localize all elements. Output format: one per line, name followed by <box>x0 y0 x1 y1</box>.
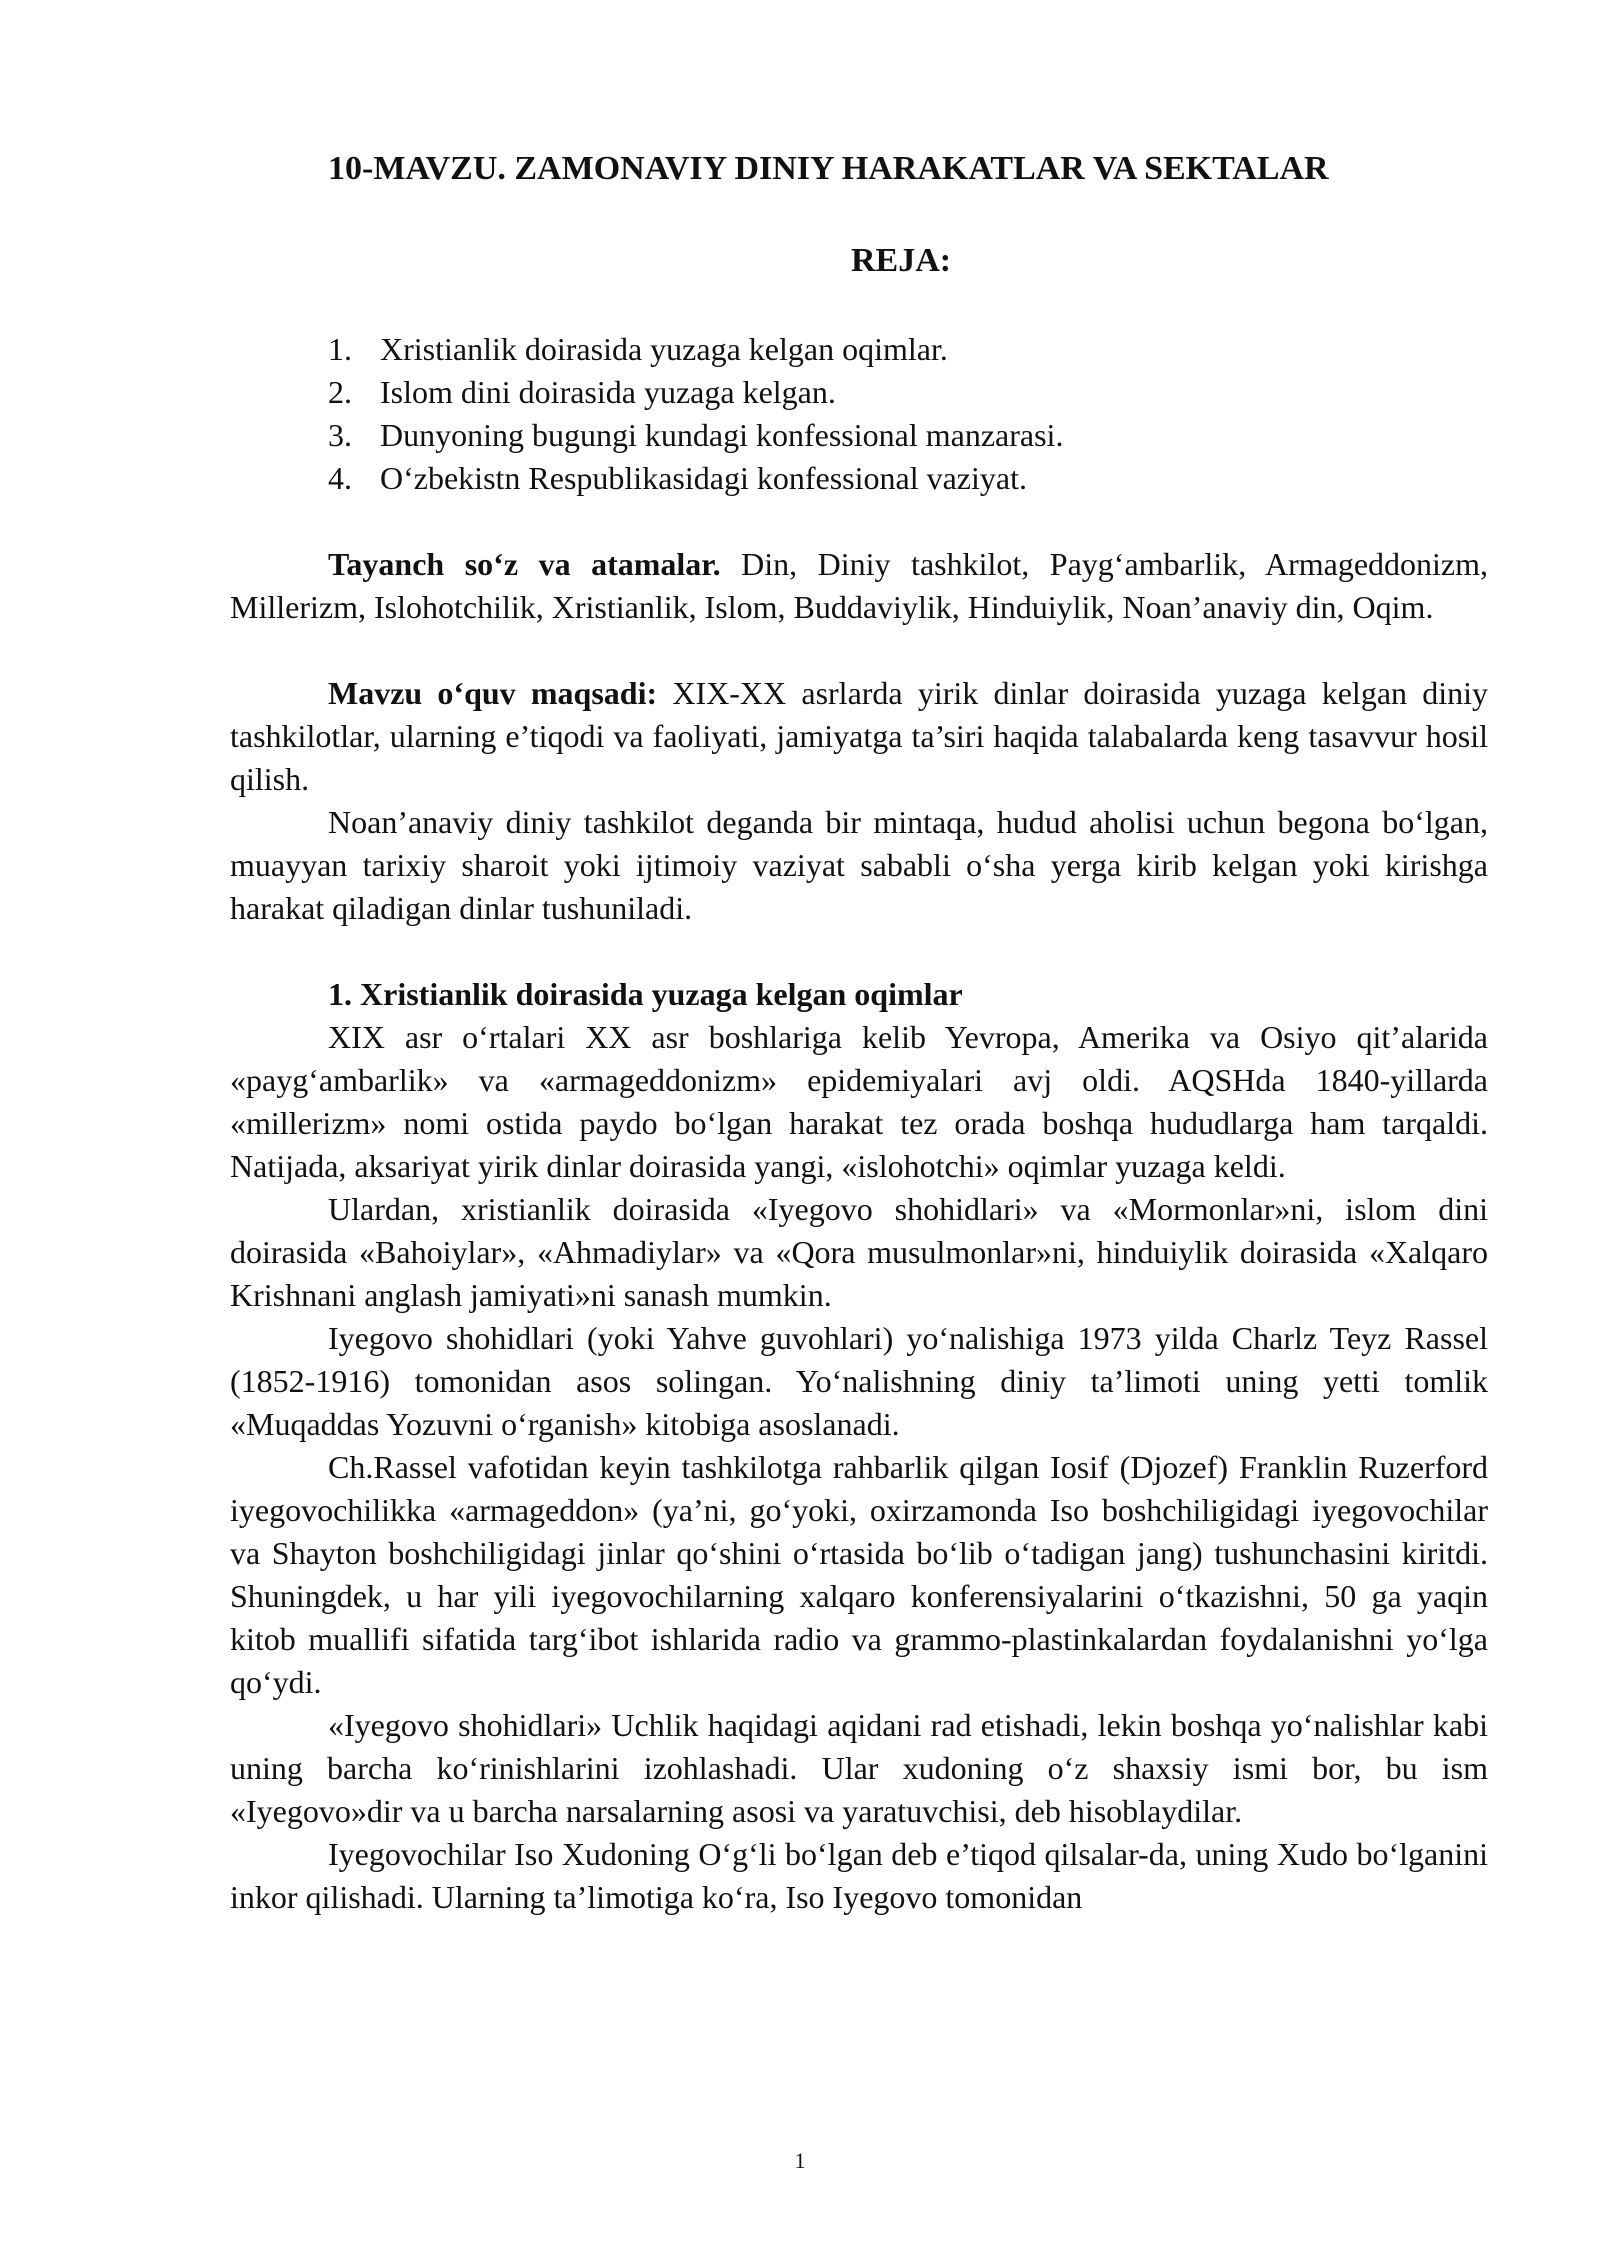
body-paragraph: XIX asr o‘rtalari XX asr boshlariga kelib Yevropa, Amerika va Osiyo qit’alarida «payg‘ambarlik» va «armageddonizm» epidemiyalari avj oldi. AQSHda 1840-yillarda «millerizm» nomi ostida paydo bo‘lgan harakat tez orada boshqa hududlarga ham tarqaldi. Natijada, aksariyat yirik dinlar doirasida yangi, «islohotchi» oqimlar yuzaga keldi. <box>230 1019 1488 1184</box>
goal-text: XIX-XX asrlarda yirik dinlar doirasida yuzaga kelgan diniy tashkilotlar, ularning e’tiqodi va faoliyati, jamiyatga ta’siri haqida talabalarda keng tasavvur hosil qilish. <box>230 675 1489 797</box>
page-title: 10-MAVZU. ZAMONAVIY DINIY HARAKATLAR VA SEKTALAR <box>328 150 1329 187</box>
body-paragraph: Ulardan, xristianlik doirasida «Iyegovo shohidlari» va «Mormonlar»ni, islom dini doirasida «Bahoiylar», «Ahmadiylar» va «Qora musulmonlar»ni, hinduiylik doirasida «Xalqaro Krishnani anglash jamiyati»ni sanash mumkin. <box>230 1191 1488 1313</box>
body-paragraph: Iyegovochilar Iso Xudoning O‘g‘li bo‘lgan deb e’tiqod qilsalar-da, uning Xudo bo‘lganini inkor qilishadi. Ularning ta’limotiga ko‘ra, Iso Iyegovo tomonidan <box>230 1836 1488 1915</box>
plan-heading: REJA: <box>851 242 952 279</box>
document-body <box>230 543 1488 1919</box>
plan-item-number: 1. <box>328 331 352 367</box>
plan-item-number: 2. <box>328 374 352 410</box>
intro-paragraph: Noan’anaviy diniy tashkilot deganda bir mintaqa, hudud aholisi uchun begona bo‘lgan, muayyan tarixiy sharoit yoki ijtimoiy vaziyat sababli o‘sha yerga kirib kelgan yoki kirishga harakat qiladigan dinlar tushuniladi. <box>230 804 1488 926</box>
plan-list <box>328 328 1063 500</box>
goal-paragraph <box>230 672 1488 801</box>
plan-item-number: 4. <box>328 460 352 496</box>
keywords-label: Tayanch so‘z va atamalar. <box>328 546 721 582</box>
plan-item-text: Dunyoning bugungi kundagi konfessional manzarasi. <box>380 417 1064 453</box>
goal-label: Mavzu o‘quv maqsadi: <box>328 675 658 711</box>
body-paragraph: Iyegovo shohidlari (yoki Yahve guvohlari) yo‘nalishiga 1973 yilda Charlz Teyz Rassel (1852-1916) tomonidan asos solingan. Yo‘nalishning diniy ta’limoti uning yetti tomlik «Muqaddas Yozuvni o‘rganish» kitobiga asoslanadi. <box>230 1320 1488 1442</box>
plan-item-text: Islom dini doirasida yuzaga kelgan. <box>380 374 836 410</box>
keywords-paragraph <box>230 543 1488 629</box>
plan-item <box>328 328 1063 371</box>
plan-item <box>328 414 1063 457</box>
plan-item-number: 3. <box>328 417 352 453</box>
keywords-text: Din, Diniy tashkilot, Payg‘ambarlik, Armageddonizm, Millerizm, Islohotchilik, Xristianlik, Islom, Buddaviylik, Hinduiylik, Noan’anaviy din, Oqim. <box>230 546 1489 625</box>
page-number: 1 <box>794 2148 806 2173</box>
plan-item <box>328 457 1063 500</box>
section-heading: 1. Xristianlik doirasida yuzaga kelgan oqimlar <box>328 976 963 1012</box>
plan-item-text: O‘zbekistn Respublikasidagi konfessional vaziyat. <box>380 460 1027 496</box>
body-paragraph: «Iyegovo shohidlari» Uchlik haqidagi aqidani rad etishadi, lekin boshqa yo‘nalishlar kabi uning barcha ko‘rinishlarini izohlashadi. Ular xudoning o‘z shaxsiy ismi bor, bu ism «Iyegovo»dir va u barcha narsalarning asosi va yaratuvchisi, deb hisoblaydilar. <box>230 1707 1488 1829</box>
plan-item-text: Xristianlik doirasida yuzaga kelgan oqimlar. <box>380 331 948 367</box>
body-paragraph: Ch.Rassel vafotidan keyin tashkilotga rahbarlik qilgan Iosif (Djozef) Franklin Ruzerford iyegovochilikka «armageddon» (ya’ni, go‘yoki, oxirzamonda Iso boshchiligidagi iyegovochilar va Shayton boshchiligidagi jinlar qo‘shini o‘rtasida bo‘lib o‘tadigan jang) tushunchasini kiritdi. Shuningdek, u har yili iyegovochilarning xalqaro konferensiyalarini o‘tkazishni, 50 ga yaqin kitob muallifi sifatida targ‘ibot ishlarida radio va grammo-plastinkalardan foydalanishni yo‘lga qo‘ydi. <box>230 1449 1488 1700</box>
plan-item <box>328 371 1063 414</box>
